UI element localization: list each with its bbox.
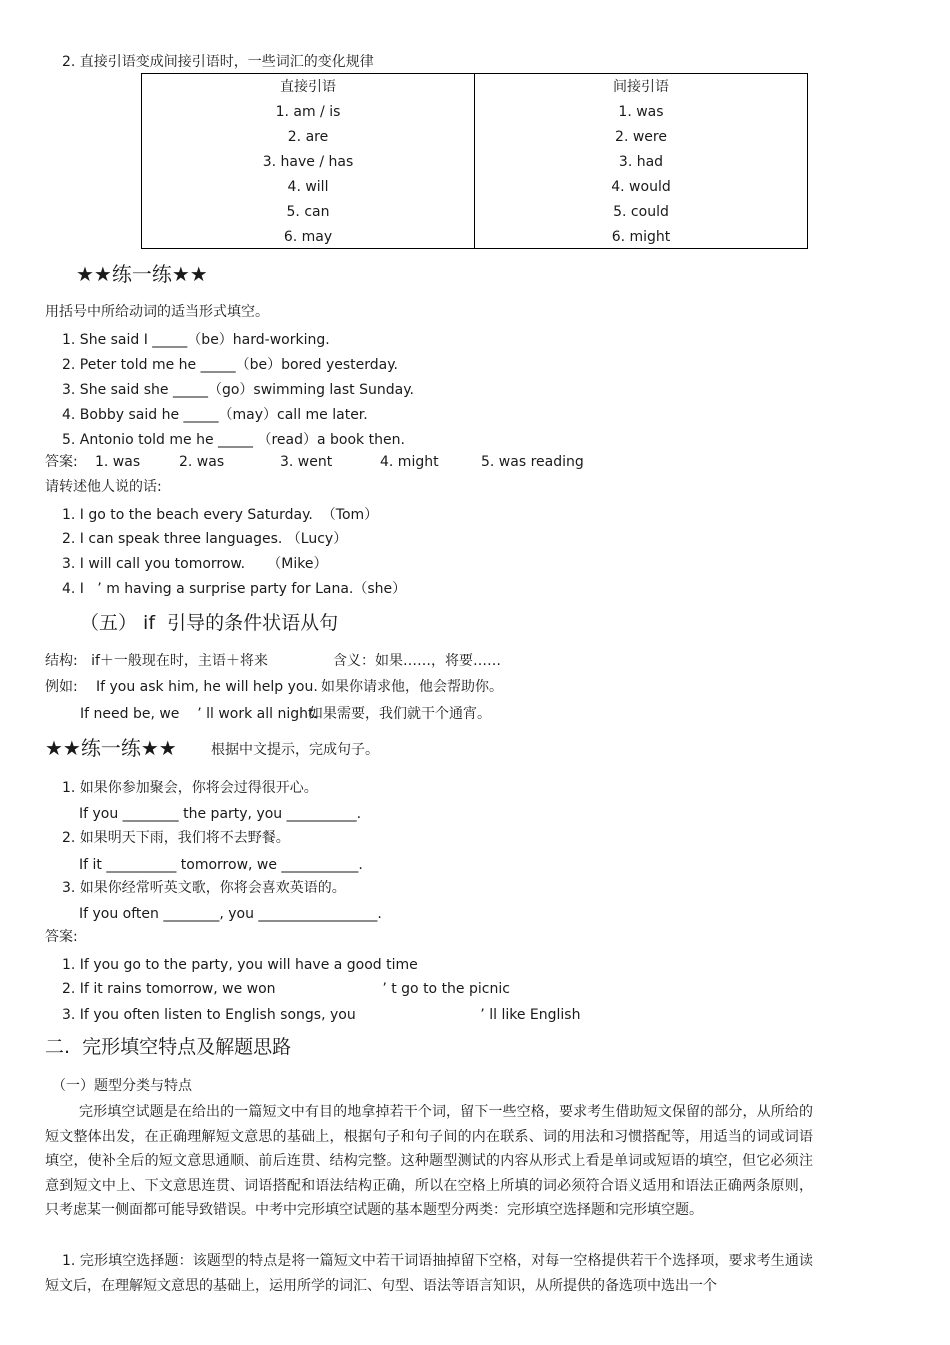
exercise-item: 2. Peter told me he _____（be）bored yesterday.	[62, 357, 398, 373]
answer: 1. If you go to the party, you will have a good time	[62, 957, 418, 973]
indirect-speech-column	[475, 74, 808, 249]
answer-label: 答案:	[45, 929, 78, 945]
instruction: 用括号中所给动词的适当形式填空。	[45, 304, 269, 320]
practice-title: ★★练一练★★	[45, 736, 177, 760]
example-label: 例如:	[45, 679, 78, 695]
exercise-item: 1. She said I _____（be）hard-working.	[62, 332, 330, 348]
subsection-title: （一）题型分类与特点	[52, 1078, 192, 1094]
example-cn: 如果你请求他，他会帮助你。	[321, 679, 503, 695]
table-header-direct: 直接引语	[280, 79, 336, 95]
meaning-text: 含义：如果……，将要……	[333, 653, 501, 669]
exercise-item-en: If you ________ the party, you __________.	[79, 806, 362, 822]
vocabulary-change-table	[141, 73, 808, 249]
example-en: If need be, we ’ ll work all night.	[80, 706, 318, 722]
table-cell: 5. could	[613, 204, 669, 220]
table-cell: 1. am / is	[275, 104, 341, 120]
table-cell: 1. was	[618, 104, 664, 120]
section-title: （五） if 引导的条件状语从句	[80, 612, 339, 634]
exercise-item: 4. I ’ m having a surprise party for Lana.（she）	[62, 581, 407, 597]
body-paragraph: 1. 完形填空选择题：该题型的特点是将一篇短文中若干词语抽掉留下空格，对每一空格提供若干个选择项，要求考生通读短文后，在理解短文意思的基础上，运用所学的词汇、句型、语法等语言知识，从所提供的备选项中选出一个	[45, 1253, 813, 1294]
answer: 2. was	[179, 454, 225, 470]
exercise-item-cn: 1. 如果你参加聚会，你将会过得很开心。	[62, 780, 318, 796]
exercise-item: 4. Bobby said he _____（may）call me later.	[62, 407, 368, 423]
exercise-item-cn: 3. 如果你经常听英文歌，你将会喜欢英语的。	[62, 880, 346, 896]
section-heading: 2. 直接引语变成间接引语时，一些词汇的变化规律	[62, 54, 374, 70]
exercise-item: 5. Antonio told me he _____ （read）a book then.	[62, 432, 405, 448]
table-cell: 2. were	[615, 129, 667, 145]
table-header-indirect: 间接引语	[613, 79, 669, 95]
example-en: If you ask him, he will help you.	[96, 679, 318, 695]
answer: 1. was	[95, 454, 141, 470]
table-cell: 4. would	[611, 179, 671, 195]
table-cell: 2. are	[287, 129, 329, 145]
table-cell: 3. have / has	[262, 154, 354, 170]
exercise-item: 3. She said she _____（go）swimming last Sunday.	[62, 382, 414, 398]
answer: 4. might	[380, 454, 439, 470]
exercise-item-en: If it __________ tomorrow, we ___________.	[79, 857, 363, 873]
direct-speech-column	[142, 74, 475, 249]
instruction: 根据中文提示，完成句子。	[211, 742, 379, 758]
table-cell: 4. will	[287, 179, 329, 195]
answer: 3. went	[280, 454, 333, 470]
body-paragraph: 完形填空试题是在给出的一篇短文中有目的地拿掉若干个词，留下一些空格，要求考生借助短文保留的部分，从所给的短文整体出发，在正确理解短文意思的基础上，根据句子和句子间的内在联系、词的用法和习惯搭配等，用适当的词或词语填空，使补全后的短文意思通顺、前后连贯、结构完整。这种题型测试的内容从形式上看是单词或短语的填空，但它必须注意到短文中上、下文意思连贯、词语搭配和语法结构正确，所以在空格上所填的词必须符合语义适用和语法正确两条原则，只考虑某一侧面都可能导致错误。中考中完形填空试题的基本题型分两类：完形填空选择题和完形填空题。	[45, 1104, 813, 1218]
example-cn: 如果需要，我们就干个通宵。	[309, 706, 491, 722]
exercise-item-cn: 2. 如果明天下雨，我们将不去野餐。	[62, 830, 290, 846]
answer: 3. If you often listen to English songs, you ’ ll like English	[62, 1007, 581, 1023]
exercise-item: 1. I go to the beach every Saturday. （Tom）	[62, 507, 379, 523]
answer: 2. If it rains tomorrow, we won ’ t go to the picnic	[62, 981, 510, 997]
answer-label: 答案:	[45, 454, 78, 470]
instruction: 请转述他人说的话:	[45, 479, 162, 495]
table-cell: 6. may	[283, 229, 333, 245]
table-cell: 3. had	[618, 154, 664, 170]
table-cell: 5. can	[286, 204, 330, 220]
practice-title: ★★练一练★★	[76, 262, 208, 286]
part-title: 二. 完形填空特点及解题思路	[45, 1036, 292, 1058]
answer: 5. was reading	[481, 454, 584, 470]
structure-text: 结构: if＋一般现在时，主语＋将来	[45, 653, 268, 669]
exercise-item: 3. I will call you tomorrow. （Mike）	[62, 556, 328, 572]
table-cell: 6. might	[611, 229, 671, 245]
exercise-item-en: If you often ________, you _________________.	[79, 906, 382, 922]
exercise-item: 2. I can speak three languages. （Lucy）	[62, 531, 348, 547]
